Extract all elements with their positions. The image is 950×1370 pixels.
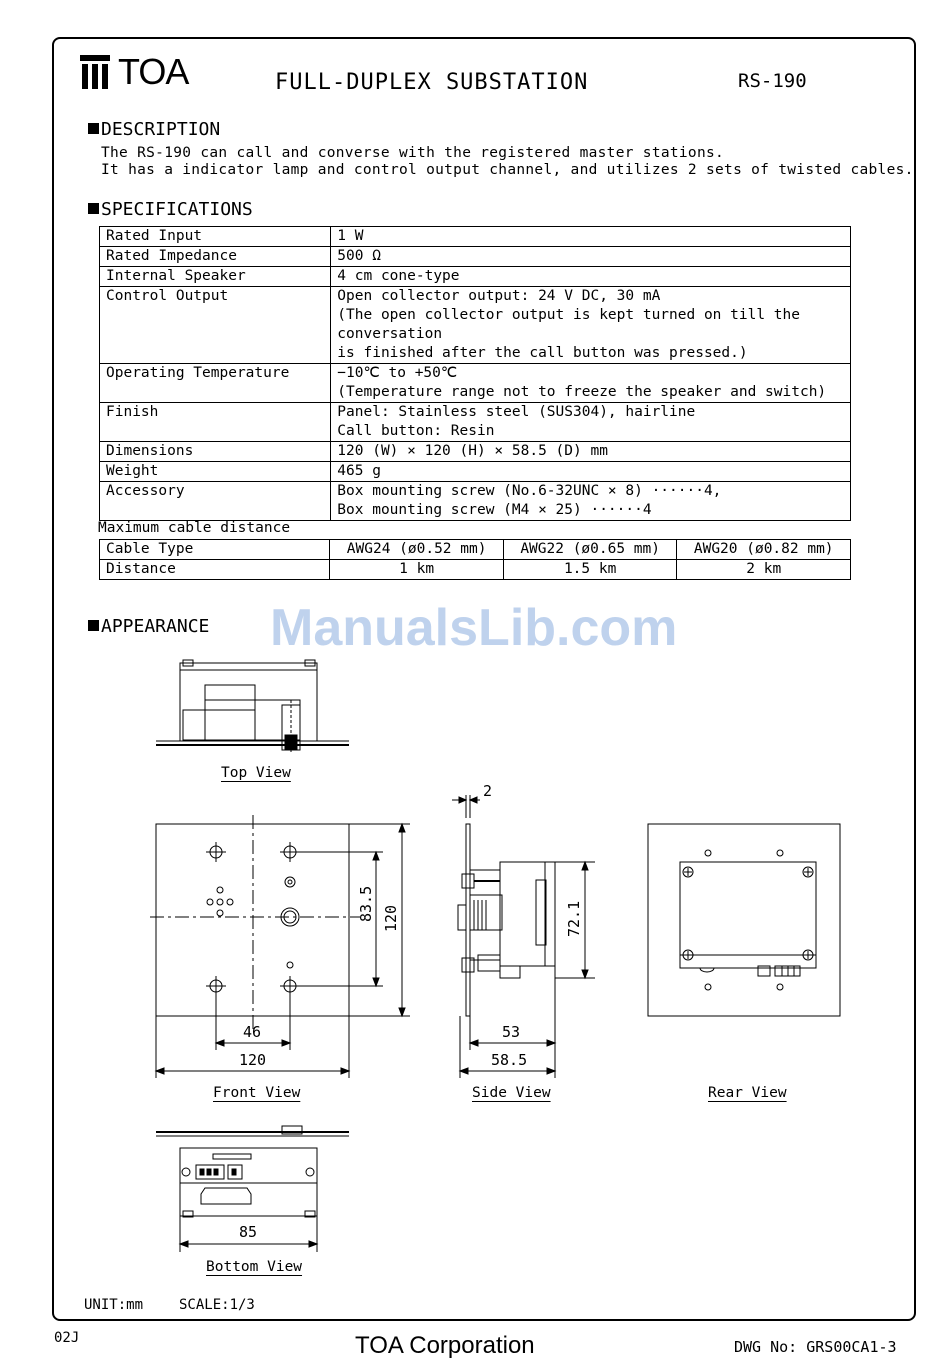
dim-side-thickness: 2 <box>483 782 493 800</box>
cable-cell: 1 km <box>330 560 504 580</box>
dim-side-height: 72.1 <box>565 900 583 937</box>
spec-label: Weight <box>100 462 331 482</box>
spec-value-line: −10℃ to +50℃ <box>337 365 458 381</box>
cable-cell: Cable Type <box>100 540 330 560</box>
cable-cell: AWG22 (ø0.65 mm) <box>503 540 677 560</box>
dim-side-depth-inner: 53 <box>502 1023 521 1041</box>
description-line: It has a indicator lamp and control output channel, and utilizes 2 sets of twisted cables. <box>101 162 914 178</box>
spec-value-line: 465 g <box>337 463 381 479</box>
dim-front-inner-width: 46 <box>243 1023 262 1041</box>
cable-cell: Distance <box>100 560 330 580</box>
spec-value-line: Call button: Resin <box>337 423 495 439</box>
spec-label: Internal Speaker <box>100 267 331 287</box>
unit-note: UNIT:mm <box>84 1297 144 1313</box>
front-view-label: Front View <box>213 1085 301 1101</box>
page-title: FULL-DUPLEX SUBSTATION <box>275 70 589 95</box>
spec-value-line: is finished after the call button was pressed.) <box>337 345 748 361</box>
description-line: The RS-190 can call and converse with the registered master stations. <box>101 145 725 161</box>
spec-value-line: (The open collector output is kept turned on till the conversation <box>337 307 800 342</box>
spec-label: Finish <box>100 403 331 442</box>
bottom-view-label: Bottom View <box>206 1259 303 1275</box>
top-view-label: Top View <box>221 765 291 781</box>
front-view-drawing <box>150 815 410 1078</box>
dim-front-width: 120 <box>239 1051 267 1069</box>
spec-value-line: Box mounting screw (No.6-32UNC × 8) ······4, <box>337 483 722 499</box>
drawing-number: DWG No: GRS00CA1-3 <box>734 1338 897 1356</box>
spec-label: Accessory <box>100 482 331 521</box>
spec-label: Rated Impedance <box>100 247 331 267</box>
model-number: RS-190 <box>738 70 807 92</box>
cable-caption: Maximum cable distance <box>98 520 291 536</box>
rear-view-drawing <box>648 824 840 1016</box>
cable-cell: 1.5 km <box>503 560 677 580</box>
scale-note: SCALE:1/3 <box>179 1297 255 1313</box>
spec-value-line: 500 Ω <box>337 248 381 264</box>
cable-cell: AWG20 (ø0.82 mm) <box>677 540 851 560</box>
spec-value-line: 1 W <box>337 228 364 244</box>
spec-value-line: Box mounting screw (M4 × 25) ······4 <box>337 502 652 518</box>
cable-cell: 2 km <box>677 560 851 580</box>
dim-front-inner-height: 83.5 <box>357 885 375 922</box>
cable-cell: AWG24 (ø0.52 mm) <box>330 540 504 560</box>
spec-value-line: Open collector output: 24 V DC, 30 mA <box>337 288 661 304</box>
spec-label: Dimensions <box>100 442 331 462</box>
spec-value-line: 120 (W) × 120 (H) × 58.5 (D) mm <box>337 443 608 459</box>
specifications-heading: SPECIFICATIONS <box>88 199 253 220</box>
top-view-drawing <box>156 660 349 752</box>
spec-value-line: 4 cm cone-type <box>337 268 460 284</box>
description-heading: DESCRIPTION <box>88 119 220 140</box>
revision-code: 02J <box>54 1330 80 1346</box>
spec-label: Control Output <box>100 287 331 364</box>
spec-value-line: Panel: Stainless steel (SUS304), hairline <box>337 404 696 420</box>
logo-text: TOA <box>118 51 189 92</box>
spec-label: Operating Temperature <box>100 364 331 403</box>
spec-label: Rated Input <box>100 227 331 247</box>
side-view-label: Side View <box>472 1085 551 1101</box>
dim-bottom-width: 85 <box>239 1223 258 1241</box>
dim-side-depth: 58.5 <box>491 1051 528 1069</box>
corporation-name: TOA Corporation <box>355 1332 535 1359</box>
spec-value-line: (Temperature range not to freeze the speaker and switch) <box>337 384 827 400</box>
dim-front-height: 120 <box>382 904 400 932</box>
watermark: ManualsLib.com <box>270 599 678 657</box>
rear-view-label: Rear View <box>708 1085 787 1101</box>
appearance-heading: APPEARANCE <box>88 616 209 637</box>
